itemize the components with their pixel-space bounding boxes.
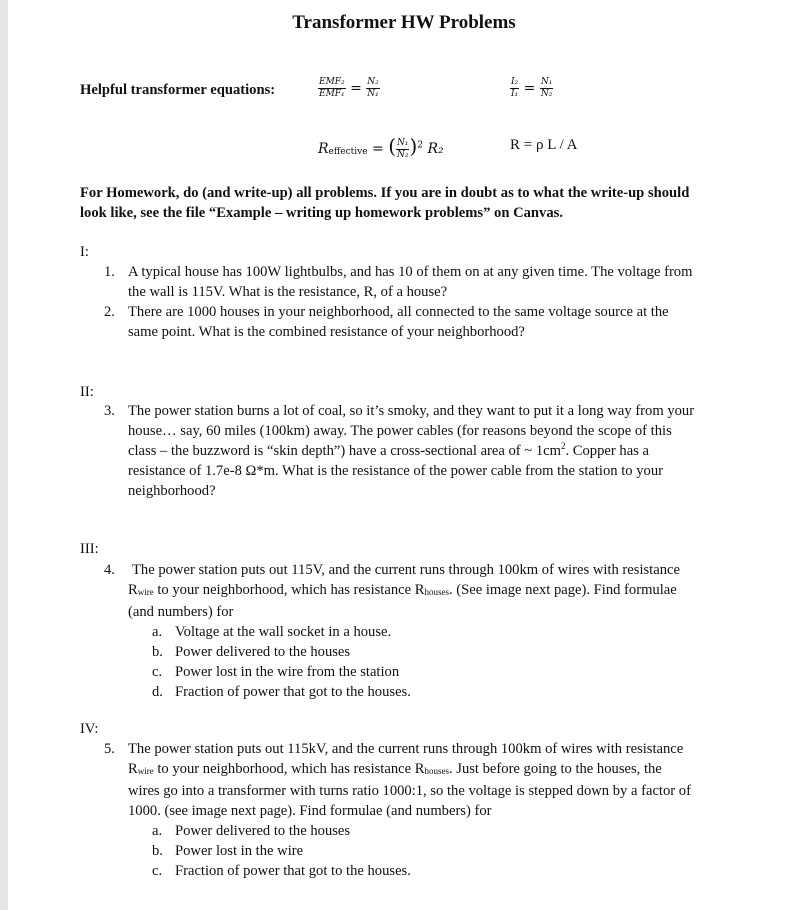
r2: R₂ (427, 141, 444, 157)
line (128, 759, 691, 781)
line: The power station burns a lot of coal, so it’s smoky, and they want to put it a long way from your (128, 403, 695, 419)
problem-number: 5. (104, 741, 115, 757)
subscript: wire (137, 766, 154, 776)
r-sub: effective (328, 147, 368, 157)
text: class – the buzzword is “skin depth”) have a cross-sectional area of ~ 1cm (128, 443, 561, 459)
reff-equation: $R_{effective}$ = ( $\frac{\text{N₁}}{\text{N₂}}$ )$^2$ R₂ (318, 134, 444, 160)
subscript: houses (424, 587, 449, 597)
line: There are 1000 houses in your neighborhood, all connected to the same voltage source at the (128, 304, 669, 320)
superscript: 2 (560, 441, 566, 452)
sub-text: Power lost in the wire (175, 843, 304, 859)
sub-label: c. (152, 863, 163, 879)
sub-label: b. (152, 843, 163, 859)
line: 1000. (see image next page). Find formulae (and numbers) for (128, 803, 492, 819)
emf-numerator: EMF₂ (319, 77, 345, 87)
emf-denominator: EMF₁ (319, 89, 345, 99)
line (128, 441, 694, 461)
sub-item (152, 682, 680, 702)
sub-item (152, 642, 680, 662)
line (128, 580, 680, 602)
exponent: 2 (417, 140, 424, 151)
n2: N₂ (540, 89, 553, 99)
line: the wall is 115V. What is the resistance, R, of a house? (128, 284, 448, 300)
text: R (128, 582, 138, 598)
resistivity-equation: R = ρ L / A (510, 137, 578, 153)
section-label: II: (80, 384, 94, 400)
text: to your neighborhood, which has resistance R (153, 582, 425, 598)
sub-text: Power lost in the wire from the station (175, 664, 400, 680)
line: The power station puts out 115kV, and the current runs through 100km of wires with resistance (128, 741, 684, 757)
line: house… say, 60 miles (100km) away. The power cables (for reasons beyond the scope of this (128, 423, 672, 439)
text: . (See image next page). Find formulae (448, 582, 677, 598)
section-label: III: (80, 541, 99, 557)
text: R (128, 761, 138, 777)
text: . Just before going to the houses, the (448, 761, 662, 777)
sub-text: Power delivered to the houses (175, 644, 351, 660)
line: The power station puts out 115V, and the current runs through 100km of wires with resistance (132, 562, 680, 578)
intro-line: look like, see the file “Example – writing up homework problems” on Canvas. (80, 205, 563, 221)
problem-2 (128, 302, 669, 342)
line: neighborhood? (128, 483, 216, 499)
r: R (318, 141, 329, 157)
sub-text: Power delivered to the houses (175, 823, 351, 839)
sub-text: Fraction of power that got to the houses. (175, 863, 411, 879)
subscript: wire (137, 587, 154, 597)
problem-1 (128, 262, 692, 302)
emf-equation: $\frac{\text{EMF₂}}{\text{EMF₁}}$ = $\frac{\text{N₂}}{\text{N₁}}$ (319, 77, 379, 99)
equations-label: Helpful transformer equations: (80, 82, 276, 98)
text: to your neighborhood, which has resistance R (153, 761, 425, 777)
sub-label: a. (152, 624, 163, 640)
page-margin (0, 0, 8, 910)
page-title: Transformer HW Problems (292, 12, 516, 33)
n1: N₁ (540, 77, 553, 87)
problem-number: 3. (104, 403, 115, 419)
sub-item (152, 821, 691, 841)
sub-label: d. (152, 684, 163, 700)
sub-item (152, 861, 691, 881)
problem-number: 4. (104, 562, 115, 578)
sub-item (152, 841, 691, 861)
i-denominator: I₁ (511, 89, 519, 99)
sub-label: c. (152, 664, 163, 680)
sub-list (152, 821, 691, 881)
text: . Copper has a (565, 443, 649, 459)
problem-number: 2. (104, 304, 115, 320)
problem-4 (128, 560, 680, 702)
n1: N₁ (397, 137, 409, 148)
line: same point. What is the combined resistance of your neighborhood? (128, 324, 525, 340)
sub-label: b. (152, 644, 163, 660)
n2: N₂ (397, 149, 409, 160)
n1: N₁ (367, 89, 379, 99)
sub-text: Fraction of power that got to the houses. (175, 684, 411, 700)
problem-5 (128, 739, 691, 881)
sub-label: a. (152, 823, 163, 839)
line: A typical house has 100W lightbulbs, and has 10 of them on at any given time. The voltage from (128, 264, 693, 280)
section-label: IV: (80, 721, 99, 737)
sub-list (152, 622, 680, 702)
sub-item (152, 622, 680, 642)
problem-3 (128, 401, 694, 501)
section-label: I: (80, 244, 89, 260)
sub-text: Voltage at the wall socket in a house. (175, 624, 392, 640)
current-equation: $\frac{\text{I₂}}{\text{I₁}}$ = $\frac{\text{N₁}}{\text{N₂}}$ (511, 77, 553, 99)
line: wires go into a transformer with turns ratio 1000:1, so the voltage is stepped down by a factor of (128, 783, 691, 799)
i-numerator: I₂ (511, 77, 519, 87)
line: resistance of 1.7e-8 Ω*m. What is the resistance of the power cable from the station to your (128, 463, 663, 479)
problem-number: 1. (104, 264, 115, 280)
sub-item (152, 662, 680, 682)
intro-line: For Homework, do (and write-up) all problems. If you are in doubt as to what the write-up should (80, 185, 690, 201)
line: (and numbers) for (128, 604, 234, 620)
intro (80, 183, 689, 223)
subscript: houses (424, 766, 449, 776)
n2: N₂ (367, 77, 379, 87)
